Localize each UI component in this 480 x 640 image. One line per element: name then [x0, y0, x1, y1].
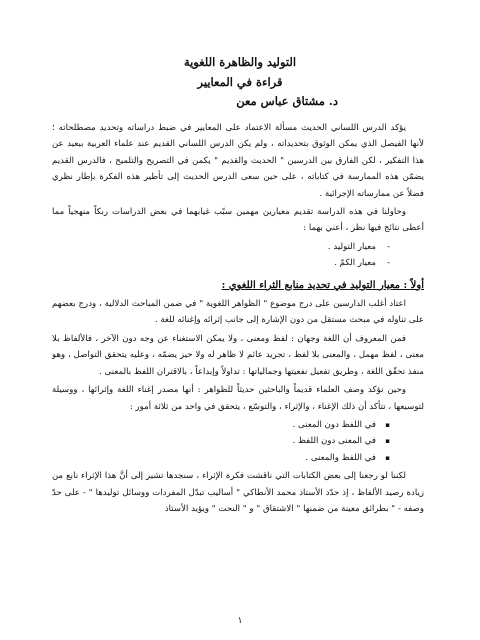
section-paragraph: وحين نؤكد وصف العلماء قديماً والباحثين حديثاً للظواهر : أنها مصدر إغناء اللغة وإثرائها ، ووسيلة لتوسيعها ، تتأكد أن ذلك الإغناء ، والإثراء ، والتوسّع ، يتحقق في واحد من ثلاثة أمور : [52, 385, 424, 412]
section-heading: أولاً : معيار التوليد في تحديد منابع الثراء اللغوي : [221, 279, 424, 291]
author-name: د. مشتاق عباس معن [236, 94, 338, 108]
intro-paragraph: وحاولنا في هذه الدراسة تقديم معيارين مهمين سبّب غيابهما في بعض الدراسات ربكاً منهجياً مما أعطى نتائج فيها نظر ، أعني بهما : [52, 207, 424, 234]
option-item: ▪ في اللفظ والمعنى . [52, 450, 390, 466]
intro-paragraph: يؤكد الدرس اللساني الحديث مسألة الاعتماد على المعايير في ضبط دراساته وتحديد مصطلحاته ؛ لأنها الفيصل الذي يمكن الوثوق بتحديداته ، ولم يكن الدرس اللساني القديم عند علماء العربية ببعيد عن هذا التفكير ، لكن الفارق بين الدرسين " الحديث والقديم " يكمن في التصريح والتلميح ، فالدرس القديم يضمّن هذه الممارسة في كتاباته ، على حين سعى الدرس الحديث إلى تأطير هذه الفكرة بإطار نظري فضلاً عن ممارساته الإجرائية . [52, 123, 424, 199]
criteria-list [52, 239, 424, 272]
section-paragraph: فمن المعروف أن اللغة وجهان : لفظ ومعنى ، ولا يمكن الاستغناء عن وجه دون الآخر ، فالألفاظ بلا معنى ، لفظ مهمل ، والمعنى بلا لفظ ، تجريد عائم لا ظاهر له ولا حيز يضمّه ، وعليه يتحقق التواصل ، وهو منفذ تحقّق اللغة ، وطريق تفعيل نفعيتها وجمالياتها : تداولاً وإبداعاً ، بالاقتران اللفظ بالمعنى . [52, 333, 424, 377]
option-item: ▪ في المعنى دون اللفظ . [52, 433, 390, 449]
document-subtitle: قراءة في المعايير [197, 75, 283, 89]
document-body [52, 120, 424, 519]
criteria-item: - معيار الكمّ . [52, 255, 390, 271]
criteria-item: - معيار التوليد . [52, 239, 390, 255]
page-number: ١ [237, 616, 243, 626]
closing-paragraph: لكننا لو رجعنا إلى بعض الكتابات التي ناقشت فكرة الإثراء ، سنجدها تشير إلى أنَّ هذا الإثراء نابع من زيادة رصيد الألفاظ ، إذ حدّد الأستاذ محمد الأنطاكي " أساليب تبدّل المفردات ووسائل توليدها " - على حدّ وصفه - " بطرائق معينة من ضمنها " الاشتقاق " و " النحت " ويؤيد الأستاذ [52, 471, 424, 514]
title-block [60, 52, 420, 92]
options-list [52, 417, 424, 466]
section-paragraph: اعتاد أغلب الدارسين على درج موضوع " الظواهر اللغوية " في ضمن المباحث الدلالية ، ودرج بعضهم على تناوله في مبحث مستقل من دون الإشارة إلى جانب إثرائه وإغنائه للغة . [52, 299, 424, 326]
option-item: ▪ في اللفظ دون المعنى . [52, 417, 390, 433]
document-title: التوليد والظاهرة اللغوية [183, 55, 297, 69]
